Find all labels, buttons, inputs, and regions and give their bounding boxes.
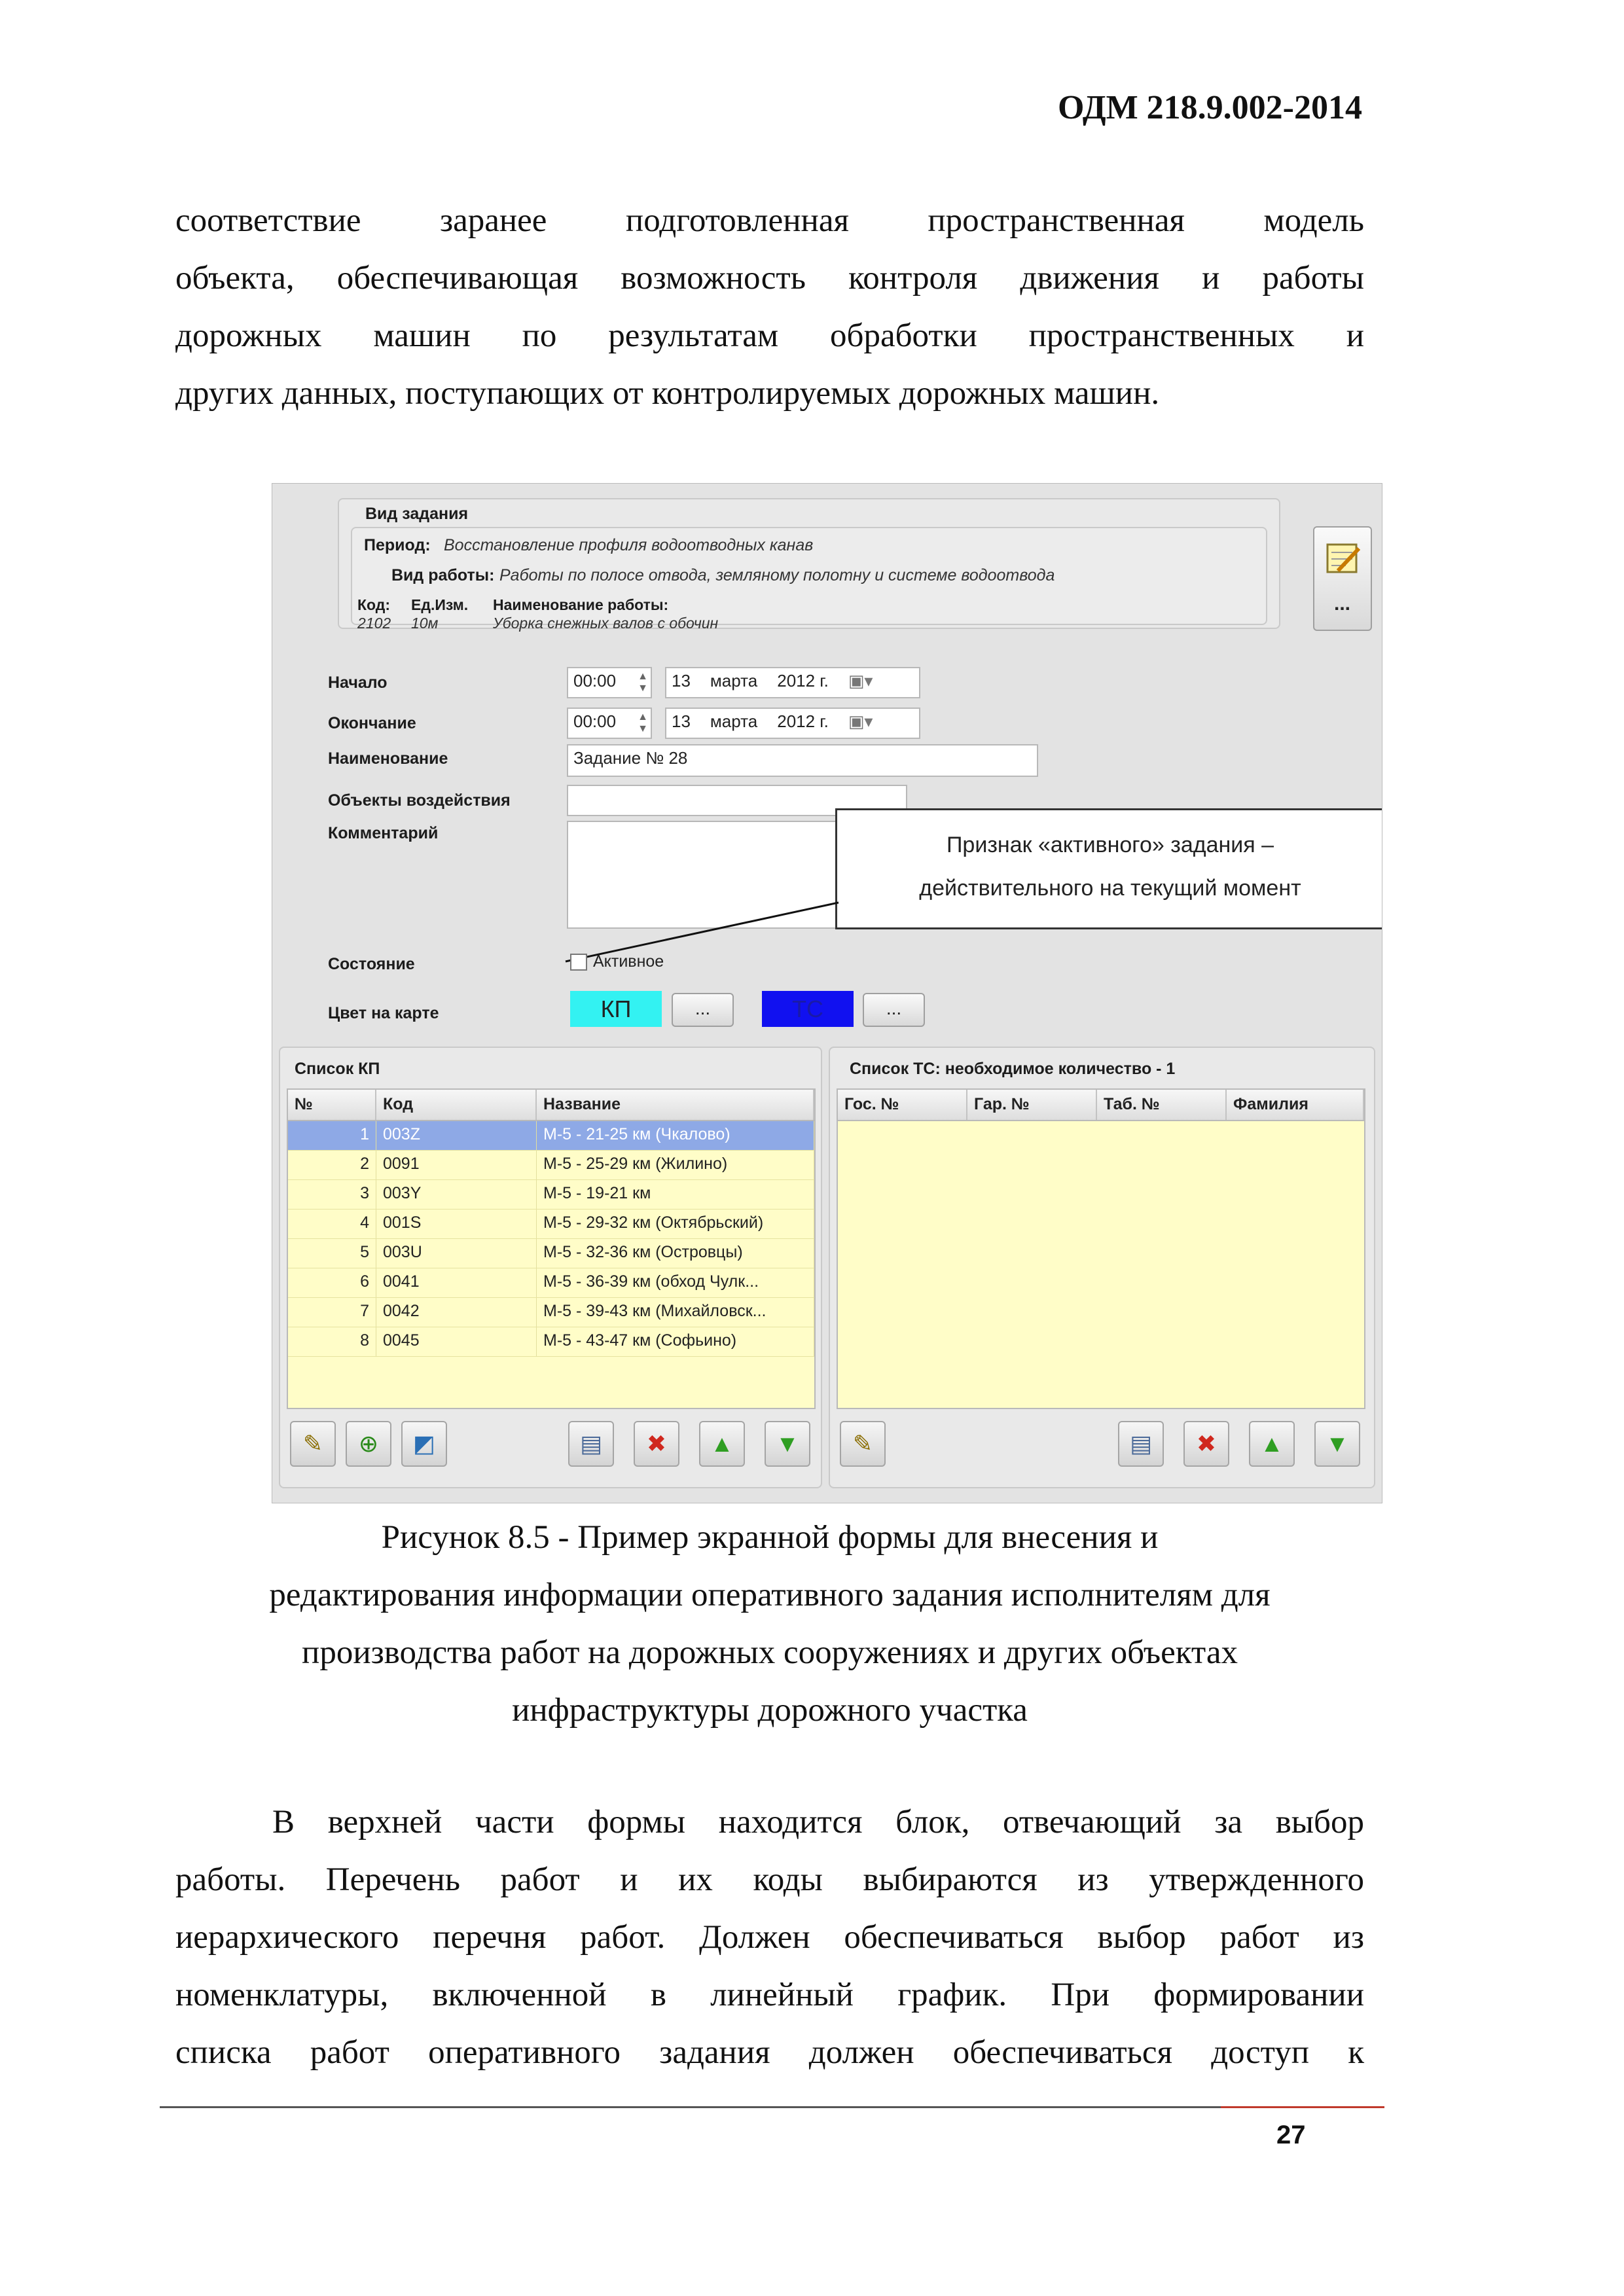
paragraph-intro — [175, 192, 1364, 422]
kp-table-header — [288, 1090, 814, 1121]
name-label: Наименование — [328, 749, 448, 768]
col-personnel-number[interactable]: Таб. № — [1097, 1090, 1227, 1120]
kp-move-up-button[interactable] — [699, 1421, 745, 1467]
end-time-value: 00:00 — [573, 711, 617, 731]
end-year: 2012 г. — [777, 711, 829, 731]
row-name: М-5 - 29-32 км (Октябрьский) — [537, 1210, 814, 1238]
page-number: 27 — [1276, 2121, 1306, 2149]
map-select-icon: ◩ — [412, 1430, 435, 1457]
start-time-value: 00:00 — [573, 671, 617, 691]
paragraph-line: иерархического перечня работ. Должен обеспечиваться выбор работ из — [175, 1919, 1364, 1956]
save-icon: ▤ — [1129, 1430, 1152, 1457]
objects-label: Объекты воздействия — [328, 791, 511, 810]
table-row[interactable] — [288, 1298, 814, 1327]
arrow-down-icon: ▼ — [776, 1430, 799, 1457]
ts-save-button[interactable] — [1118, 1421, 1164, 1467]
task-form-screenshot — [272, 483, 1382, 1503]
kp-edit-button[interactable] — [290, 1421, 336, 1467]
paragraph-line: других данных, поступающих от контролируемых дорожных машин. — [175, 375, 1160, 412]
edit-icon: ✎ — [852, 1430, 873, 1457]
delete-icon: ✖ — [1196, 1430, 1217, 1457]
paragraph-line: дорожных машин по результатам обработки пространственных и — [175, 317, 1364, 354]
row-number: 7 — [288, 1298, 376, 1327]
caption-line: редактирования информации оперативного задания исполнителям для — [269, 1577, 1271, 1613]
save-icon: ▤ — [579, 1430, 602, 1457]
calendar-dropdown-icon[interactable]: ▣▾ — [848, 671, 873, 691]
col-surname[interactable]: Фамилия — [1227, 1090, 1364, 1120]
delete-icon: ✖ — [646, 1430, 667, 1457]
row-number: 1 — [288, 1121, 376, 1150]
code-label: Код: — [357, 596, 391, 613]
end-day: 13 — [672, 711, 691, 731]
footer-rule — [160, 2106, 1384, 2108]
row-number: 3 — [288, 1180, 376, 1209]
name-field[interactable]: Задание № 28 — [567, 744, 1038, 777]
row-number: 8 — [288, 1327, 376, 1356]
table-row[interactable] — [288, 1239, 814, 1268]
table-row[interactable] — [288, 1268, 814, 1298]
row-name: М-5 - 32-36 км (Островцы) — [537, 1239, 814, 1268]
kp-table[interactable] — [287, 1088, 816, 1409]
row-name: М-5 - 43-47 км (Софьино) — [537, 1327, 814, 1356]
row-code: 0041 — [376, 1268, 537, 1297]
callout-line-1: Признак «активного» задания – — [946, 833, 1274, 857]
end-time-field[interactable] — [567, 708, 652, 739]
col-plate-number[interactable]: Гос. № — [838, 1090, 967, 1120]
period-value: Восстановление профиля водоотводных канав — [444, 536, 814, 554]
row-name: М-5 - 39-43 км (Михайловск... — [537, 1298, 814, 1327]
spinner-icon[interactable]: ▲ ▼ — [638, 671, 648, 694]
col-name[interactable]: Название — [537, 1090, 814, 1120]
row-code: 001S — [376, 1210, 537, 1238]
kp-move-down-button[interactable] — [765, 1421, 810, 1467]
state-label: Состояние — [328, 955, 415, 973]
row-number: 5 — [288, 1239, 376, 1268]
unit-label: Ед.Изм. — [411, 596, 469, 613]
ts-color-button[interactable]: ... — [863, 993, 925, 1027]
edit-icon: ✎ — [302, 1430, 323, 1457]
work-kind-value: Работы по полосе отвода, земляному полотну и системе водоотвода — [499, 566, 1055, 584]
row-name: М-5 - 36-39 км (обход Чулк... — [537, 1268, 814, 1297]
start-time-field[interactable] — [567, 667, 652, 698]
row-code: 003Z — [376, 1121, 537, 1150]
row-name: М-5 - 19-21 км — [537, 1180, 814, 1209]
figure-caption — [175, 1509, 1364, 1739]
kp-color-swatch[interactable]: КП — [570, 991, 662, 1027]
ts-color-swatch[interactable]: ТС — [762, 991, 854, 1027]
table-row[interactable] — [288, 1327, 814, 1357]
active-checkbox[interactable] — [570, 954, 587, 971]
arrow-up-icon: ▲ — [1260, 1430, 1284, 1457]
code-value: 2102 — [357, 615, 391, 632]
work-name-value: Уборка снежных валов с обочин — [493, 615, 719, 632]
kp-map-button[interactable] — [401, 1421, 447, 1467]
document-code-header: ОДМ 218.9.002-2014 — [1057, 89, 1362, 126]
period-label: Период: — [364, 536, 431, 554]
paragraph-line: соответствие заранее подготовленная пространственная модель — [175, 202, 1364, 239]
ts-list-group — [829, 1047, 1375, 1488]
start-date-field[interactable] — [665, 667, 920, 698]
comment-label: Комментарий — [328, 824, 439, 842]
row-code: 003U — [376, 1239, 537, 1268]
ts-table[interactable] — [837, 1088, 1365, 1409]
kp-delete-button[interactable] — [634, 1421, 679, 1467]
table-row[interactable] — [288, 1121, 814, 1151]
map-color-label: Цвет на карте — [328, 1004, 439, 1022]
kp-list-title: Список КП — [295, 1060, 380, 1078]
row-name: М-5 - 21-25 км (Чкалово) — [537, 1121, 814, 1150]
edit-note-icon — [1324, 539, 1363, 579]
kp-list-group — [279, 1047, 822, 1488]
paragraph-line: В верхней части формы находится блок, отвечающий за выбор — [272, 1804, 1364, 1840]
ts-edit-button[interactable] — [840, 1421, 886, 1467]
paragraph-line: работы. Перечень работ и их коды выбираются из утвержденного — [175, 1861, 1364, 1898]
unit-value: 10м — [411, 615, 439, 632]
col-garage-number[interactable]: Гар. № — [967, 1090, 1097, 1120]
ts-table-header — [838, 1090, 1364, 1121]
arrow-up-icon: ▲ — [710, 1430, 734, 1457]
table-row[interactable] — [288, 1210, 814, 1239]
arrow-down-icon: ▼ — [1326, 1430, 1349, 1457]
row-number: 6 — [288, 1268, 376, 1297]
paragraph-line: списка работ оперативного задания должен обеспечиваться доступ к — [175, 2034, 1364, 2071]
paragraph-description — [175, 1793, 1364, 2081]
work-kind-label: Вид работы: — [391, 566, 495, 584]
active-checkbox-label: Активное — [593, 952, 664, 971]
work-type-title: Вид задания — [365, 505, 469, 523]
end-date-field[interactable] — [665, 708, 920, 739]
end-month: марта — [710, 711, 758, 731]
row-code: 0091 — [376, 1151, 537, 1179]
start-month: марта — [710, 671, 758, 691]
start-label: Начало — [328, 673, 388, 692]
row-number: 4 — [288, 1210, 376, 1238]
end-label: Окончание — [328, 714, 416, 732]
add-icon: ⊕ — [358, 1430, 379, 1457]
start-year: 2012 г. — [777, 671, 829, 691]
work-type-inner[interactable] — [351, 527, 1267, 632]
row-number: 2 — [288, 1151, 376, 1179]
row-code: 0042 — [376, 1298, 537, 1327]
col-code[interactable]: Код — [376, 1090, 537, 1120]
select-work-button[interactable] — [1313, 526, 1372, 631]
row-code: 0045 — [376, 1327, 537, 1356]
work-type-group — [338, 498, 1280, 632]
start-day: 13 — [672, 671, 691, 691]
ts-move-down-button[interactable] — [1314, 1421, 1360, 1467]
callout-line-2: действительного на текущий момент — [919, 876, 1301, 901]
row-code: 003Y — [376, 1180, 537, 1209]
spinner-icon[interactable]: ▲ ▼ — [638, 711, 648, 734]
kp-add-button[interactable] — [346, 1421, 391, 1467]
caption-line: производства работ на дорожных сооружениях и других объектах — [302, 1634, 1238, 1671]
ts-list-title: Список ТС: необходимое количество - 1 — [850, 1060, 1176, 1078]
row-name: М-5 - 25-29 км (Жилино) — [537, 1151, 814, 1179]
kp-save-button[interactable] — [568, 1421, 614, 1467]
caption-line: Рисунок 8.5 - Пример экранной формы для внесения и — [381, 1519, 1159, 1556]
callout-box — [835, 808, 1382, 929]
footer-rule-accent — [1221, 2106, 1384, 2108]
calendar-dropdown-icon[interactable]: ▣▾ — [848, 711, 873, 731]
caption-line: инфраструктуры дорожного участка — [512, 1692, 1028, 1729]
table-row[interactable] — [288, 1151, 814, 1180]
kp-color-button[interactable]: ... — [672, 993, 734, 1027]
ts-delete-button[interactable] — [1183, 1421, 1229, 1467]
work-name-label: Наименование работы: — [493, 596, 669, 613]
paragraph-line: номенклатуры, включенной в линейный график. При формировании — [175, 1977, 1364, 2013]
table-row[interactable] — [288, 1180, 814, 1210]
paragraph-line: объекта, обеспечивающая возможность контроля движения и работы — [175, 260, 1364, 296]
ts-move-up-button[interactable] — [1249, 1421, 1295, 1467]
col-number[interactable]: № — [288, 1090, 376, 1120]
more-dots: ... — [1334, 593, 1351, 615]
